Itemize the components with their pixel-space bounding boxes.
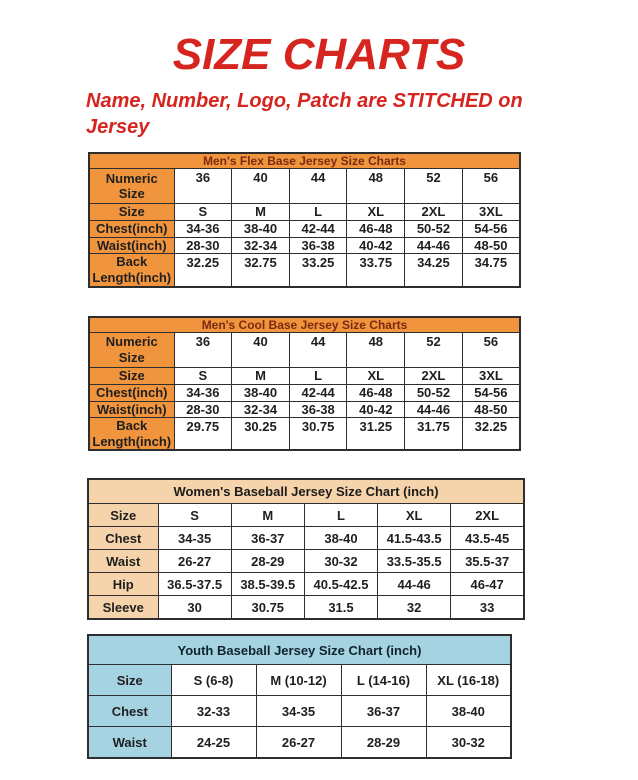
size-cell: 33.25 xyxy=(289,254,347,287)
size-cell: 2XL xyxy=(405,204,463,221)
size-table-womens xyxy=(87,478,525,620)
size-table-section-youth xyxy=(87,634,638,759)
size-cell: M xyxy=(231,504,304,527)
size-cell: 36-37 xyxy=(341,696,426,727)
size-cell: 38-40 xyxy=(232,384,290,401)
size-cell: 44 xyxy=(289,169,347,204)
size-cell: 54-56 xyxy=(462,220,520,237)
size-cell: M xyxy=(232,204,290,221)
size-cell: 33.75 xyxy=(347,254,405,287)
row-label: Chest xyxy=(88,696,171,727)
table-row xyxy=(89,418,520,451)
size-cell: 44-46 xyxy=(405,401,463,418)
table-row xyxy=(89,367,520,384)
row-label: Size xyxy=(88,504,158,527)
size-cell: 31.25 xyxy=(347,418,405,451)
size-cell: S xyxy=(158,504,231,527)
table-row xyxy=(89,401,520,418)
size-cell: 48-50 xyxy=(462,237,520,254)
size-table-section-mens-flex xyxy=(88,152,638,288)
table-row xyxy=(89,220,520,237)
size-cell: 41.5-43.5 xyxy=(378,527,451,550)
row-label: Numeric Size xyxy=(89,169,174,204)
size-cell: 52 xyxy=(405,169,463,204)
size-cell: 36 xyxy=(174,169,232,204)
size-cell: 36.5-37.5 xyxy=(158,573,231,596)
table-row xyxy=(89,169,520,204)
size-cell: 3XL xyxy=(462,204,520,221)
size-table-section-mens-cool xyxy=(88,316,638,452)
table-title: Women's Baseball Jersey Size Chart (inch) xyxy=(88,479,524,504)
size-cell: 36 xyxy=(174,332,232,367)
size-cell: 32.25 xyxy=(174,254,232,287)
table-row xyxy=(89,384,520,401)
size-cell: 44-46 xyxy=(378,573,451,596)
size-cell: 40 xyxy=(232,169,290,204)
row-label: Back Length(inch) xyxy=(89,418,174,451)
size-table-mens-cool xyxy=(88,316,521,452)
table-row xyxy=(88,727,511,759)
size-cell: 34.25 xyxy=(405,254,463,287)
size-cell: 33 xyxy=(451,596,524,620)
table-row xyxy=(89,237,520,254)
size-cell: 32-34 xyxy=(232,401,290,418)
size-cell: 40 xyxy=(232,332,290,367)
size-cell: 31.5 xyxy=(304,596,377,620)
size-cell: 2XL xyxy=(405,367,463,384)
size-cell: 30-32 xyxy=(426,727,511,759)
table-row xyxy=(88,696,511,727)
size-cell: XL xyxy=(347,204,405,221)
size-cell: 38-40 xyxy=(426,696,511,727)
size-cell: L xyxy=(304,504,377,527)
size-cell: 34-36 xyxy=(174,220,232,237)
row-label: Hip xyxy=(88,573,158,596)
size-table-youth xyxy=(87,634,512,759)
size-cell: 30.75 xyxy=(231,596,304,620)
size-cell: 30-32 xyxy=(304,550,377,573)
size-cell: 48 xyxy=(347,332,405,367)
size-cell: 30 xyxy=(158,596,231,620)
size-cell: 40.5-42.5 xyxy=(304,573,377,596)
size-cell: 48-50 xyxy=(462,401,520,418)
size-cell: XL xyxy=(347,367,405,384)
size-cell: 44 xyxy=(289,332,347,367)
size-cell: M (10-12) xyxy=(256,665,341,696)
row-label: Sleeve xyxy=(88,596,158,620)
size-cell: 48 xyxy=(347,169,405,204)
size-cell: 28-29 xyxy=(341,727,426,759)
size-cell: 50-52 xyxy=(405,220,463,237)
table-title: Men's Flex Base Jersey Size Charts xyxy=(89,153,520,169)
table-title: Men's Cool Base Jersey Size Charts xyxy=(89,317,520,333)
row-label: Size xyxy=(89,204,174,221)
size-charts-page xyxy=(0,30,638,780)
size-cell: 42-44 xyxy=(289,220,347,237)
size-cell: 42-44 xyxy=(289,384,347,401)
row-label: Size xyxy=(89,367,174,384)
size-cell: 46-48 xyxy=(347,384,405,401)
row-label: Chest(inch) xyxy=(89,384,174,401)
size-cell: 34-36 xyxy=(174,384,232,401)
size-cell: 2XL xyxy=(451,504,524,527)
size-cell: 31.75 xyxy=(405,418,463,451)
row-label: Back Length(inch) xyxy=(89,254,174,287)
size-tables-container xyxy=(0,152,638,760)
size-cell: 32-33 xyxy=(171,696,256,727)
size-cell: XL xyxy=(378,504,451,527)
table-row xyxy=(89,254,520,287)
size-cell: 33.5-35.5 xyxy=(378,550,451,573)
row-label: Numeric Size xyxy=(89,332,174,367)
row-label: Size xyxy=(88,665,171,696)
size-cell: 34.75 xyxy=(462,254,520,287)
size-cell: 44-46 xyxy=(405,237,463,254)
row-label: Chest xyxy=(88,527,158,550)
size-cell: 34-35 xyxy=(158,527,231,550)
table-row xyxy=(88,527,524,550)
size-cell: 34-35 xyxy=(256,696,341,727)
size-cell: S xyxy=(174,367,232,384)
table-row xyxy=(89,332,520,367)
size-cell: 29.75 xyxy=(174,418,232,451)
size-cell: L xyxy=(289,367,347,384)
table-row xyxy=(88,550,524,573)
size-cell: 24-25 xyxy=(171,727,256,759)
size-cell: 35.5-37 xyxy=(451,550,524,573)
size-cell: S xyxy=(174,204,232,221)
size-cell: 38.5-39.5 xyxy=(231,573,304,596)
size-cell: 46-48 xyxy=(347,220,405,237)
size-cell: 26-27 xyxy=(256,727,341,759)
page-title: SIZE CHARTS xyxy=(172,30,466,79)
size-cell: 36-38 xyxy=(289,401,347,418)
row-label: Waist xyxy=(88,727,171,759)
size-cell: 26-27 xyxy=(158,550,231,573)
table-row xyxy=(88,504,524,527)
size-cell: 46-47 xyxy=(451,573,524,596)
size-cell: 36-37 xyxy=(231,527,304,550)
size-cell: 32.25 xyxy=(462,418,520,451)
size-cell: 50-52 xyxy=(405,384,463,401)
size-table-section-womens xyxy=(87,478,638,620)
size-cell: 56 xyxy=(462,332,520,367)
size-cell: 32-34 xyxy=(232,237,290,254)
size-cell: 56 xyxy=(462,169,520,204)
size-cell: 54-56 xyxy=(462,384,520,401)
size-cell: 28-30 xyxy=(174,237,232,254)
table-row xyxy=(88,596,524,620)
size-table-mens-flex xyxy=(88,152,521,288)
size-cell: 28-29 xyxy=(231,550,304,573)
size-cell: 36-38 xyxy=(289,237,347,254)
row-label: Waist(inch) xyxy=(89,401,174,418)
size-cell: S (6-8) xyxy=(171,665,256,696)
size-cell: L xyxy=(289,204,347,221)
size-cell: 38-40 xyxy=(232,220,290,237)
table-row xyxy=(88,665,511,696)
size-cell: M xyxy=(232,367,290,384)
row-label: Waist(inch) xyxy=(89,237,174,254)
size-cell: 30.25 xyxy=(232,418,290,451)
size-cell: 32.75 xyxy=(232,254,290,287)
page-subtitle: Name, Number, Logo, Patch are STITCHED on Jersey xyxy=(86,90,523,139)
size-cell: XL (16-18) xyxy=(426,665,511,696)
size-cell: 40-42 xyxy=(347,401,405,418)
size-cell: 28-30 xyxy=(174,401,232,418)
size-cell: 38-40 xyxy=(304,527,377,550)
size-cell: 52 xyxy=(405,332,463,367)
size-cell: 30.75 xyxy=(289,418,347,451)
size-cell: 32 xyxy=(378,596,451,620)
row-label: Chest(inch) xyxy=(89,220,174,237)
row-label: Waist xyxy=(88,550,158,573)
size-cell: 3XL xyxy=(462,367,520,384)
size-cell: 43.5-45 xyxy=(451,527,524,550)
table-row xyxy=(88,573,524,596)
table-row xyxy=(89,204,520,221)
size-cell: L (14-16) xyxy=(341,665,426,696)
size-cell: 40-42 xyxy=(347,237,405,254)
table-title: Youth Baseball Jersey Size Chart (inch) xyxy=(88,635,511,665)
